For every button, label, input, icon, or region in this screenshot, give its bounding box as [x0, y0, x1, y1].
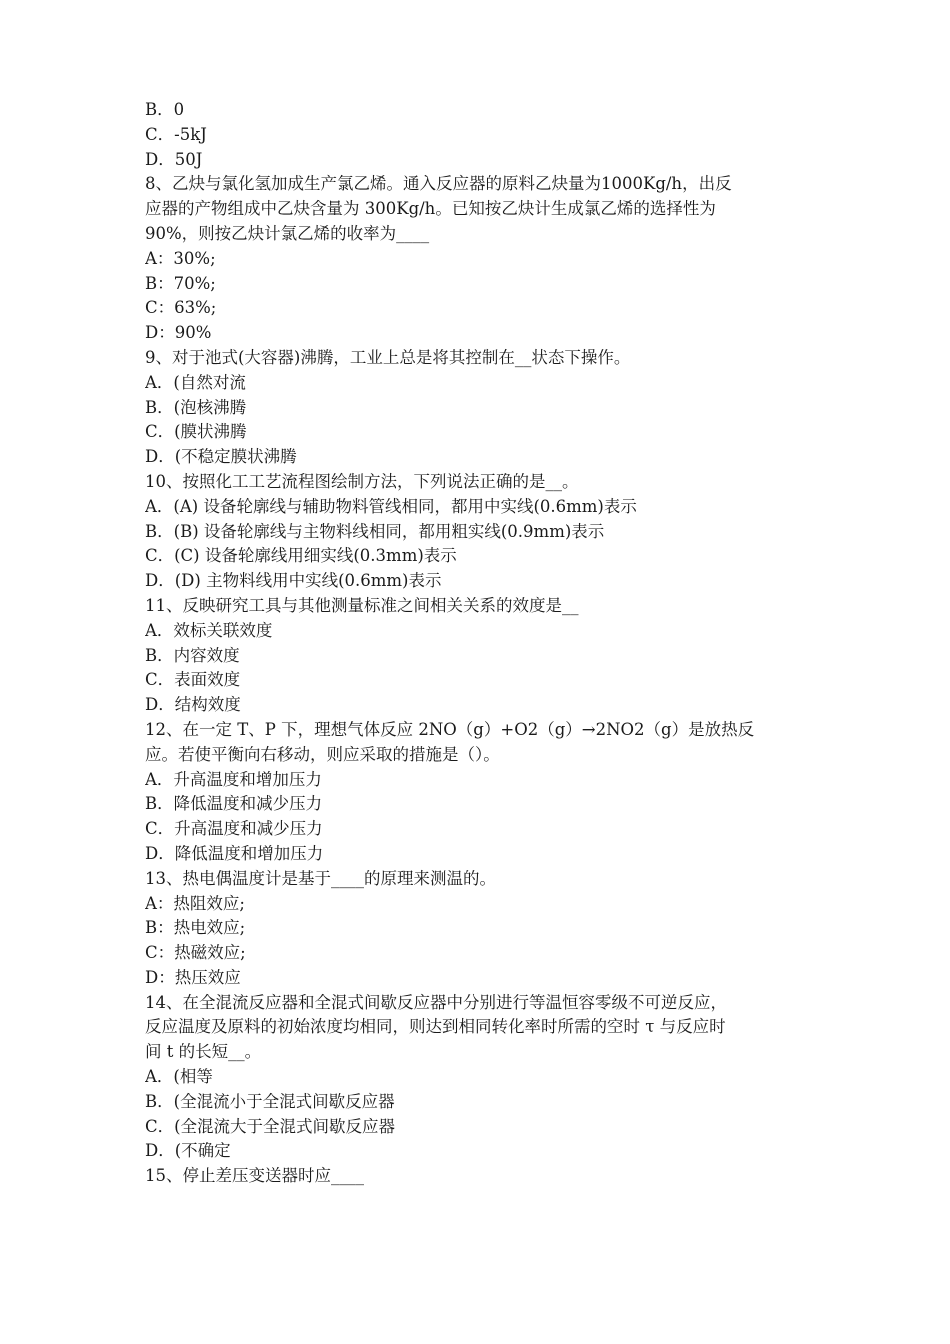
question-10-line: 10、按照化工工艺流程图绘制方法，下列说法正确的是__。 — [145, 471, 579, 491]
option-line: D．(D) 主物料线用中实线(0.6mm)表示 — [145, 571, 442, 591]
option-line: D．(不确定 — [145, 1141, 231, 1161]
option-line: A．(A) 设备轮廓线与辅助物料管线相同，都用中实线(0.6mm)表示 — [145, 496, 637, 516]
option-line: D．降低温度和增加压力 — [145, 843, 324, 863]
question-12-line: 12、在一定 T、P 下，理想气体反应 2NO（g）+O2（g）→2NO2（g）是放热反 — [145, 719, 755, 739]
option-line: A：30%; — [145, 248, 216, 268]
question-14-line: 反应温度及原料的初始浓度均相同，则达到相同转化率时所需的空时 τ 与反应时 — [145, 1017, 726, 1037]
question-8-line: 90%，则按乙炔计氯乙烯的收率为____ — [145, 223, 430, 243]
question-11-line: 11、反映研究工具与其他测量标准之间相关关系的效度是__ — [145, 595, 579, 615]
option-line: B．(泡核沸腾 — [145, 397, 247, 417]
text-line: B．0 — [145, 100, 185, 119]
option-line: A：热阻效应; — [145, 893, 245, 913]
option-line: A．(自然对流 — [145, 372, 246, 392]
option-line: D．(不稳定膜状沸腾 — [145, 447, 297, 467]
option-line: B．降低温度和减少压力 — [145, 794, 323, 814]
option-line: C．(全混流大于全混式间歇反应器 — [145, 1116, 396, 1136]
option-line: D：90% — [145, 323, 212, 343]
question-15-line: 15、停止差压变送器时应____ — [145, 1166, 364, 1186]
option-line: A．效标关联效度 — [145, 620, 273, 640]
question-8-line: 应器的产物组成中乙炔含量为 300Kg/h。已知按乙炔计生成氯乙烯的选择性为 — [145, 199, 716, 219]
option-line: C．(膜状沸腾 — [145, 422, 247, 442]
option-line: A．(相等 — [145, 1067, 213, 1087]
question-8-line: 8、乙炔与氯化氢加成生产氯乙烯。通入反应器的原料乙炔量为1000Kg/h，出反 — [145, 174, 732, 194]
option-line: B：热电效应; — [145, 918, 246, 938]
option-line: A．升高温度和增加压力 — [145, 769, 322, 789]
option-line: B．(B) 设备轮廓线与主物料线相同，都用粗实线(0.9mm)表示 — [145, 521, 605, 541]
text-line: C．-5kJ — [145, 124, 207, 144]
question-14-line: 间 t 的长短__。 — [145, 1042, 262, 1062]
question-12-line: 应。若使平衡向右移动，则应采取的措施是（）。 — [145, 744, 500, 764]
option-line: B．(全混流小于全混式间歇反应器 — [145, 1091, 395, 1111]
option-line: B：70%; — [145, 273, 216, 293]
question-9-line: 9、对于池式(大容器)沸腾，工业上总是将其控制在__状态下操作。 — [145, 347, 631, 367]
question-14-line: 14、在全混流反应器和全混式间歇反应器中分别进行等温恒容零级不可逆反应， — [145, 992, 727, 1012]
option-line: C：63%; — [145, 298, 217, 318]
option-line: B．内容效度 — [145, 645, 240, 665]
option-line: C．(C) 设备轮廓线用细实线(0.3mm)表示 — [145, 546, 457, 566]
question-13-line: 13、热电偶温度计是基于____的原理来测温的。 — [145, 868, 496, 888]
document-page — [145, 98, 810, 1189]
option-line: C．升高温度和减少压力 — [145, 819, 323, 839]
option-line: C．表面效度 — [145, 670, 241, 690]
option-line: D．结构效度 — [145, 695, 241, 715]
option-line: D：热压效应 — [145, 967, 241, 987]
option-line: C：热磁效应; — [145, 943, 246, 963]
text-line: D．50J — [145, 149, 203, 169]
